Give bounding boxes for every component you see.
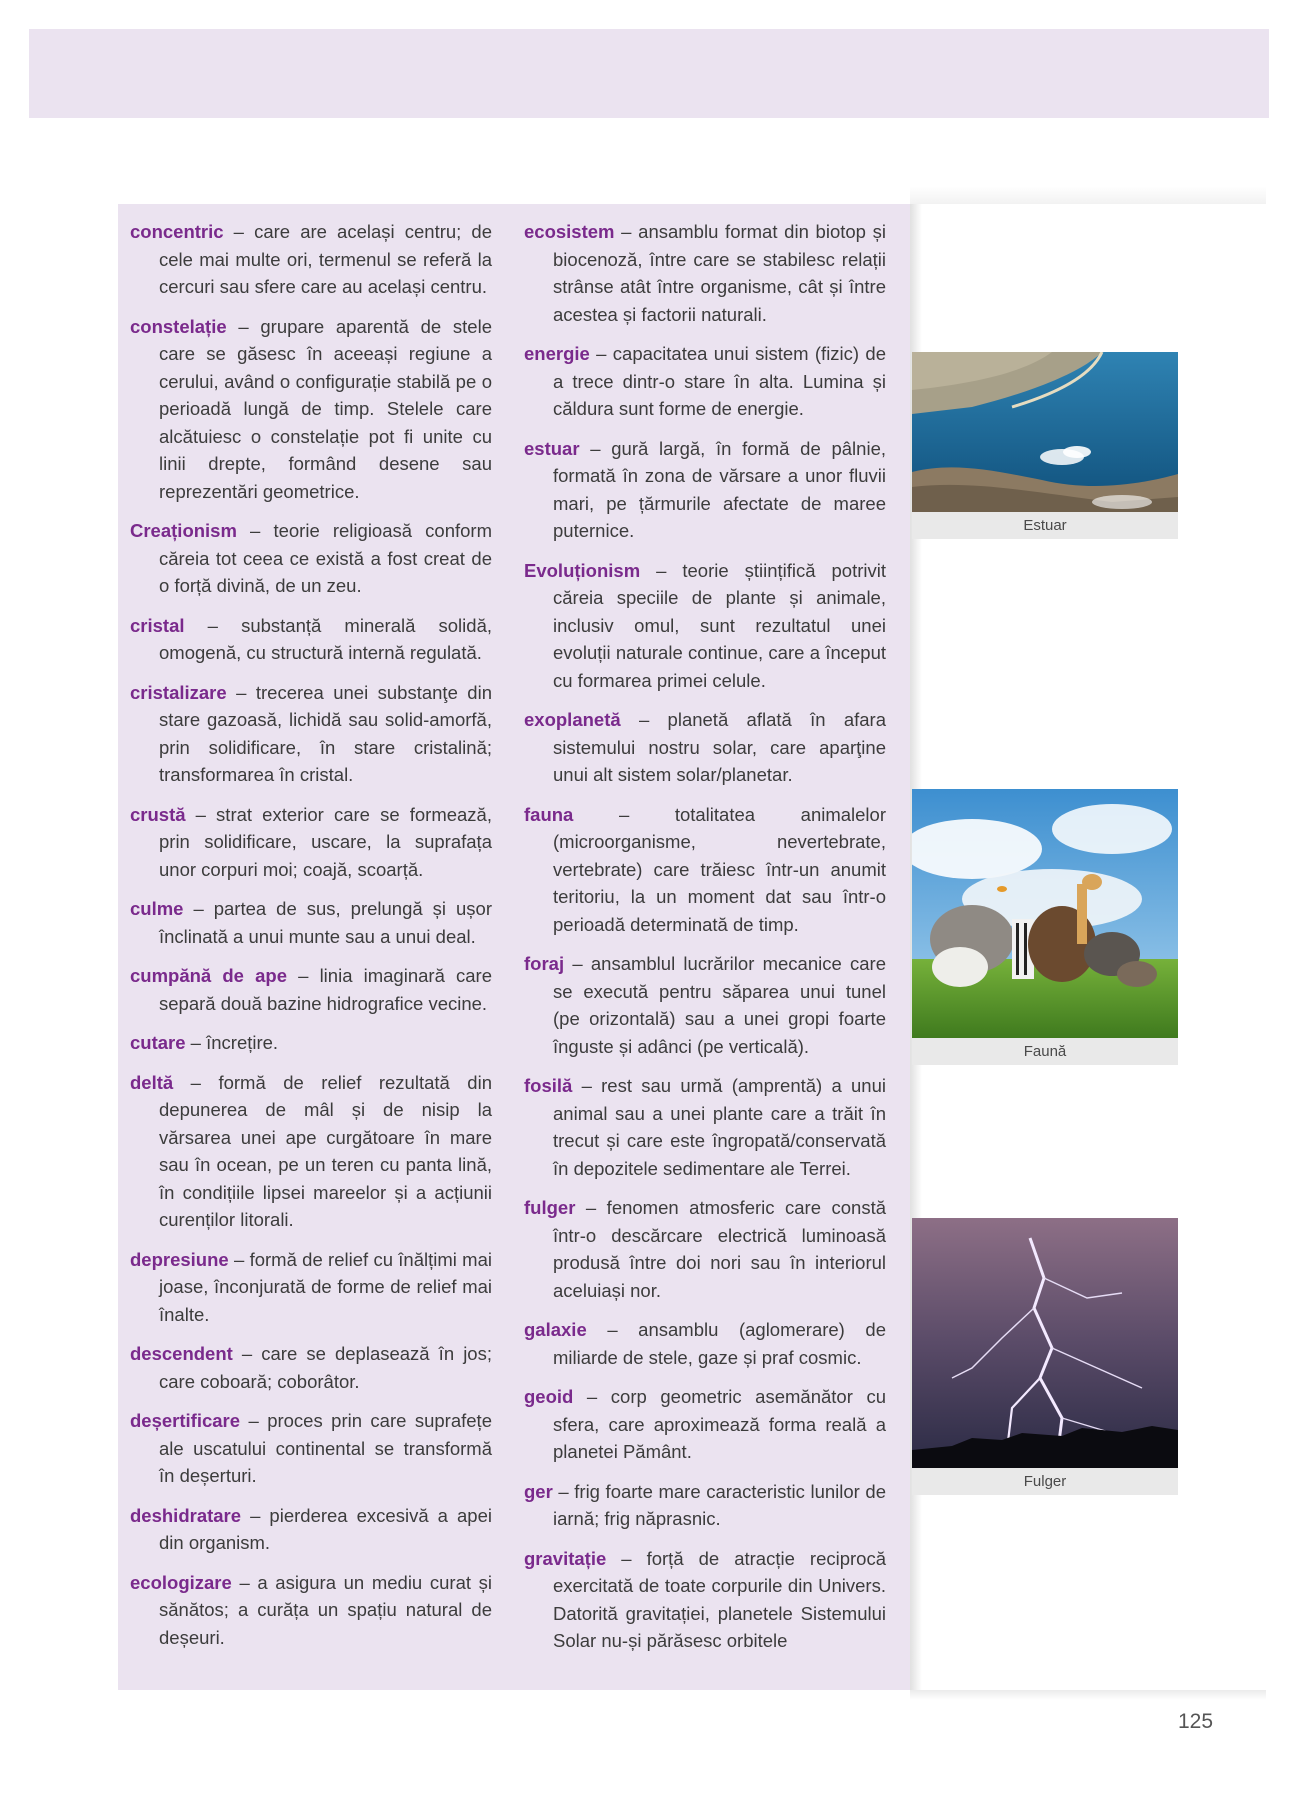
- glossary-entry: [130, 1340, 492, 1395]
- lightning-image: [912, 1218, 1178, 1468]
- glossary-term: fauna: [524, 803, 574, 825]
- glossary-entry: [130, 1407, 492, 1490]
- glossary-definition: – partea de sus, prelungă și ușor înclinată a unui munte sau a unui deal.: [159, 898, 492, 947]
- glossary-definition: – substanță minerală solidă, omogenă, cu structură internă regulată.: [159, 614, 492, 663]
- glossary-term: cristal: [130, 614, 185, 636]
- glossary-term: deșertificare: [130, 1410, 241, 1431]
- glossary-term: constelație: [130, 315, 227, 337]
- glossary-entry: [524, 340, 886, 423]
- glossary-term: Evoluționism: [524, 559, 641, 581]
- page-number: 125: [1178, 1710, 1214, 1733]
- glossary-definition: – ansamblu (aglomerare) de miliarde de stele, gaze și praf cosmic.: [553, 1319, 886, 1368]
- glossary-definition: – gură largă, în formă de pâlnie, formată în zona de vărsare a unor fluvii mari, pe țărmurile afectate de maree puternice.: [553, 437, 886, 541]
- glossary-entry: [130, 612, 492, 667]
- glossary-entry: [130, 895, 492, 950]
- glossary-definition: – corp geometric asemănător cu sfera, care aproximează forma reală a planetei Pământ.: [553, 1386, 886, 1462]
- glossary-definition: – trecerea unei substanţe din stare gazoasă, lichidă sau solid-amorfă, prin solidificare, în stare cristalină; transformarea în cristal.: [159, 681, 492, 785]
- glossary-definition: – ansamblul lucrărilor mecanice care se execută pentru săparea unui tunel (pe orizontală) sau a unei gropi foarte înguste și adânci (pe verticală).: [553, 953, 886, 1057]
- glossary-entry: [524, 1478, 886, 1533]
- glossary-definition: – forță de atracție reciprocă exercitată de toate corpurile din Univers. Datorită gravitației, planetele Sistemului Solar nu-și părăsesc orbitele: [553, 1547, 886, 1651]
- glossary-entry: [524, 950, 886, 1060]
- glossary-definition: – ansamblu format din biotop și biocenoză, între care se stabilesc relații strânse atât între organisme, cât și între acestea și factorii naturali.: [553, 221, 886, 325]
- glossary-definition: – pierderea excesivă a apei din organism.: [159, 1504, 492, 1553]
- glossary-term: foraj: [524, 953, 565, 974]
- glossary-definition: – proces prin care suprafețe ale uscatului continental se transformă în deșerturi.: [159, 1410, 492, 1486]
- glossary-definition: – grupare aparentă de stele care se găsesc în aceeași regiune a cerului, având o configurație stabilă pe o perioadă lungă de timp. Stelele care alcătuiesc o constelație pot fi unite cu linii drepte, formând desene sau reprezentări geometrice.: [159, 315, 492, 502]
- glossary-term: descendent: [130, 1343, 233, 1364]
- glossary-term: cumpănă de ape: [130, 965, 287, 986]
- glossary-term: geoid: [524, 1386, 574, 1407]
- panel-shadow: [910, 186, 1266, 204]
- glossary-term: ecologizare: [130, 1571, 232, 1593]
- glossary-entry: [130, 517, 492, 600]
- glossary-definition: – a asigura un mediu curat și sănătos; a curăța un spațiu natural de deșeuri.: [159, 1571, 492, 1648]
- glossary-definition: – fenomen atmosferic care constă într-o descărcare electrică luminoasă produsă între doi nori sau în interiorul aceluiași nor.: [553, 1197, 886, 1301]
- glossary-entry: [130, 313, 492, 506]
- glossary-term: cristalizare: [130, 681, 227, 703]
- glossary-entry: [524, 1316, 886, 1371]
- photo-caption: Faună: [912, 1038, 1178, 1065]
- header-band: [29, 29, 1269, 118]
- glossary-definition: – încrețire.: [185, 1032, 279, 1053]
- glossary-term: Creaționism: [130, 520, 237, 541]
- glossary-term: estuar: [524, 437, 580, 459]
- glossary-entry: [130, 962, 492, 1017]
- glossary-entry: [130, 218, 492, 301]
- glossary-term: depresiune: [130, 1248, 229, 1270]
- glossary-definition: – formă de relief cu înălțimi mai joase, înconjurată de forme de relief mai înalte.: [159, 1248, 492, 1325]
- glossary-term: cutare: [130, 1032, 186, 1053]
- glossary-definition: – planetă aflată în afara sistemului nostru solar, care aparţine unui alt sistem solar/planetar.: [553, 709, 886, 785]
- glossary-column-right: [524, 218, 886, 1667]
- glossary-entry: [130, 1029, 492, 1057]
- glossary-term: fosilă: [524, 1075, 573, 1096]
- glossary-definition: – capacitatea unui sistem (fizic) de a trece dintr-o stare în alta. Lumina și căldura sunt forme de energie.: [553, 343, 886, 419]
- glossary-term: exoplanetă: [524, 709, 621, 730]
- glossary-definition: – formă de relief rezultată din depunerea de mâl și de nisip la vărsarea unei ape curgătoare în mare sau în ocean, pe un teren cu panta lină, în condițiile lipsei mareelor și a acțiunii curenților litorali.: [159, 1071, 492, 1230]
- glossary-entry: [524, 1072, 886, 1182]
- glossary-definition: – strat exterior care se formează, prin solidificare, uscare, la suprafața unor corpuri moi; coajă, scoarță.: [159, 803, 492, 880]
- glossary-entry: [524, 435, 886, 545]
- glossary-entry: [130, 1069, 492, 1234]
- glossary-entry: [130, 679, 492, 789]
- glossary-entry: [524, 557, 886, 695]
- photo-lightning: [912, 1218, 1178, 1495]
- panel-shadow: [910, 1690, 1266, 1700]
- photo-caption: Estuar: [912, 512, 1178, 539]
- glossary-term: gravitație: [524, 1547, 607, 1569]
- glossary-entry: [130, 1569, 492, 1652]
- glossary-entry: [524, 706, 886, 789]
- glossary-definition: – linia imaginară care separă două bazine hidrografice vecine.: [159, 965, 492, 1014]
- glossary-definition: – teorie științifică potrivit căreia speciile de plante și animale, inclusiv omul, sunt rezultatul unei evoluții naturale continue, care a început cu formarea primei celule.: [553, 559, 886, 691]
- photo-caption: Fulger: [912, 1468, 1178, 1495]
- glossary-term: deshidratare: [130, 1504, 242, 1526]
- glossary-term: ecosistem: [524, 221, 615, 242]
- estuary-image: [912, 352, 1178, 512]
- photo-estuary: [912, 352, 1178, 539]
- glossary-entry: [524, 1194, 886, 1304]
- glossary-term: energie: [524, 343, 590, 364]
- glossary-definition: – care se deplasează în jos; care coboară; coborâtor.: [159, 1343, 492, 1392]
- glossary-entry: [524, 801, 886, 939]
- glossary-term: ger: [524, 1480, 553, 1502]
- glossary-column-left: [130, 218, 492, 1663]
- glossary-entry: [130, 1246, 492, 1329]
- glossary-entry: [524, 218, 886, 328]
- glossary-term: deltă: [130, 1071, 174, 1093]
- glossary-entry: [130, 1502, 492, 1557]
- glossary-definition: – care are același centru; de cele mai multe ori, termenul se referă la cercuri sau sfere care au același centru.: [159, 221, 492, 297]
- glossary-entry: [130, 801, 492, 884]
- glossary-term: fulger: [524, 1197, 576, 1218]
- glossary-entry: [524, 1383, 886, 1466]
- glossary-entry: [524, 1545, 886, 1655]
- glossary-definition: – teorie religioasă conform căreia tot ceea ce există a fost creat de o forță divină, de un zeu.: [159, 520, 492, 596]
- glossary-definition: – frig foarte mare caracteristic lunilor de iarnă; frig năprasnic.: [552, 1480, 886, 1529]
- photo-fauna: [912, 789, 1178, 1065]
- glossary-definition: – totalitatea animalelor (microorganisme, nevertebrate, vertebrate) care trăiesc într-un anumit teritoriu, la un moment dat sau într-o perioadă determinată de timp.: [553, 803, 886, 935]
- glossary-term: concentric: [130, 221, 224, 242]
- glossary-definition: – rest sau urmă (amprentă) a unui animal sau a unei plante care a trăit în trecut și care este îngropată/conservată în depozitele sedimentare ale Terrei.: [553, 1075, 886, 1179]
- glossary-term: culme: [130, 898, 184, 919]
- glossary-term: galaxie: [524, 1319, 587, 1340]
- glossary-term: crustă: [130, 803, 186, 825]
- fauna-image: [912, 789, 1178, 1038]
